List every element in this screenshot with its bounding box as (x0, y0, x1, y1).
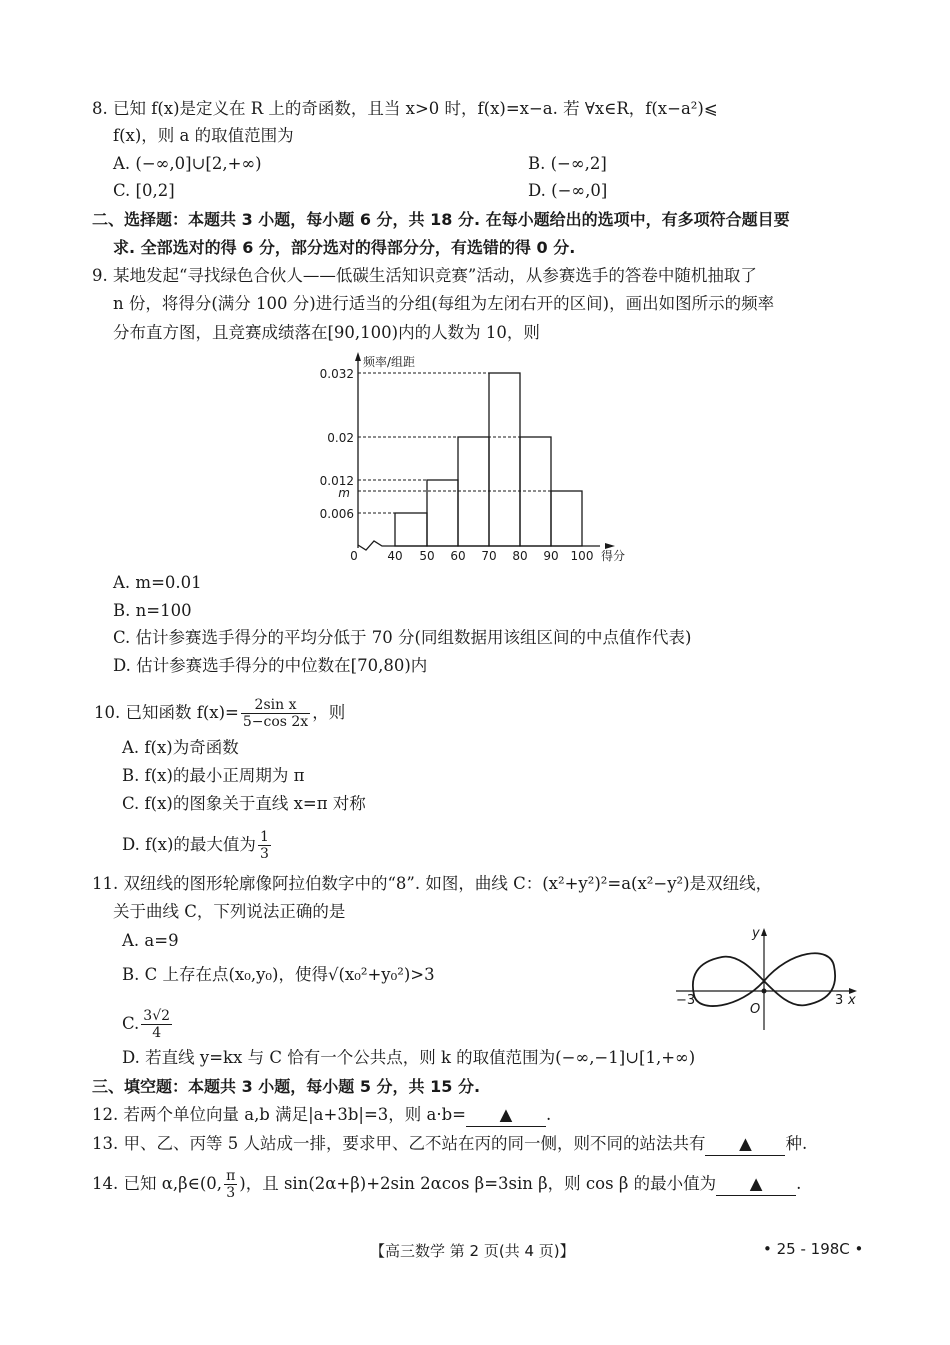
svg-text:0.006: 0.006 (319, 507, 354, 521)
q11-option-a: A. a=9 (122, 931, 179, 950)
y-axis-arrow-icon (355, 352, 361, 361)
svg-text:100: 100 (570, 549, 594, 563)
q9-option-d: D. 估计参赛选手得分的中位数在[70,80)内 (113, 656, 428, 675)
q9-option-c: C. 估计参赛选手得分的平均分低于 70 分(同组数据用该组区间的中点值作代表) (113, 628, 692, 647)
svg-text:90: 90 (543, 549, 559, 563)
q8-stem-line2: f(x)，则 a 的取值范围为 (113, 126, 294, 145)
svg-text:y: y (752, 926, 760, 941)
q10-fraction: $\frac{\text{2sin x}}{5-\cos 2x}$ (242, 697, 309, 730)
svg-text:得分: 得分 (601, 549, 626, 563)
q8-option-c: C. [0,2] (113, 181, 175, 200)
svg-text:x: x (848, 993, 856, 1008)
q11-option-d: D. 若直线 y=kx 与 C 恰有一个公共点，则 k 的取值范围为(−∞,−1]∪[1,+∞) (122, 1048, 696, 1067)
q12-stem: 12. 若两个单位向量 a,b 满足|a+3b|=3，则 a·b= ▲ . (92, 1104, 551, 1127)
section2-heading-line1: 二、选择题：本题共 3 小题，每小题 6 分，共 18 分. 在每小题给出的选项中，有多项符合题目要 (92, 210, 790, 229)
svg-text:50: 50 (419, 549, 435, 563)
svg-text:0.032: 0.032 (319, 367, 354, 381)
svg-text:40: 40 (387, 549, 403, 563)
q11-option-c: C. $\frac{3√2}{4}$ (122, 1008, 171, 1041)
q9-option-b: B. n=100 (113, 601, 192, 620)
q9-stem-line2: n 份，将得分(满分 100 分)进行适当的分组(每组为左闭右开的区间)，画出如图所示的频率 (113, 294, 775, 313)
q11-stem-line1: 11. 双纽线的图形轮廓像阿拉伯数字中的“8”. 如图，曲线 C：(x²+y²)²=a(x²−y²)是双纽线， (92, 874, 773, 893)
q13-stem: 13. 甲、乙、丙等 5 人站成一排，要求甲、乙不站在丙的同一侧，则不同的站法共有 ▲ 种. (92, 1133, 807, 1156)
section2-heading-line2: 求. 全部选对的得 6 分，部分选对的得部分分，有选错的得 0 分. (113, 238, 576, 257)
q9-option-a: A. m=0.01 (113, 573, 202, 592)
q10-option-d: D. f(x)的最大值为 $\frac{1}{3}$ (122, 829, 269, 862)
q10-option-b: B. f(x)的最小正周期为 π (122, 766, 305, 785)
section3-heading: 三、填空题：本题共 3 小题，每小题 5 分，共 15 分. (92, 1077, 481, 1096)
q14-answer-blank[interactable]: ▲ (716, 1173, 796, 1196)
q14-stem: 14. 已知 α,β∈(0, $\frac{\pi}{3}$ )，且 sin(2α+β)+2sin 2αcos β=3sin β，则 cos β 的最小值为 ▲ . (92, 1168, 802, 1201)
q9-stem-line3: 分布直方图，且竞赛成绩落在[90,100)内的人数为 10，则 (113, 323, 540, 342)
page-footer-info: 【高三数学 第 2 页(共 4 页)】 (370, 1242, 575, 1260)
q12-answer-blank[interactable]: ▲ (466, 1104, 546, 1127)
q8-option-d: D. (−∞,0] (528, 181, 608, 200)
svg-text:70: 70 (481, 549, 497, 563)
svg-text:频率/组距: 频率/组距 (363, 355, 416, 369)
svg-text:O: O (750, 1002, 761, 1017)
q13-answer-blank[interactable]: ▲ (705, 1133, 785, 1156)
svg-text:3: 3 (835, 993, 844, 1008)
q10-option-a: A. f(x)为奇函数 (122, 738, 239, 757)
svg-text:0: 0 (350, 549, 358, 563)
q10-option-c: C. f(x)的图象关于直线 x=π 对称 (122, 794, 366, 813)
q8-option-a: A. (−∞,0]∪[2,+∞) (113, 154, 262, 173)
page-footer-code: • 25 - 198C • (763, 1240, 864, 1258)
q10-stem: 10. 已知函数 f(x)= $\frac{\text{2sin x}}{5-\cos 2x}$ ，则 (94, 697, 346, 730)
svg-text:60: 60 (450, 549, 466, 563)
svg-text:0.02: 0.02 (327, 431, 354, 445)
svg-text:80: 80 (512, 549, 528, 563)
q11-option-b: B. C 上存在点(x₀,y₀)，使得√(x₀²+y₀²)>3 (122, 965, 435, 984)
frequency-histogram (300, 350, 640, 570)
y-axis-arrow-icon (761, 928, 767, 936)
svg-text:m: m (338, 486, 350, 500)
q9-stem-line1: 9. 某地发起“寻找绿色合伙人——低碳生活知识竞赛”活动，从参赛选手的答卷中随机抽取了 (92, 266, 757, 285)
q8-option-b: B. (−∞,2] (528, 154, 607, 173)
lemniscate-figure (660, 920, 880, 1030)
q11-stem-line2: 关于曲线 C，下列说法正确的是 (113, 902, 346, 921)
svg-text:−3: −3 (676, 993, 696, 1008)
svg-text:0.012: 0.012 (319, 474, 354, 488)
q8-stem-line1: 8. 已知 f(x)是定义在 R 上的奇函数，且当 x>0 时，f(x)=x−a. 若 ∀x∈R，f(x−a²)⩽ (92, 99, 718, 118)
